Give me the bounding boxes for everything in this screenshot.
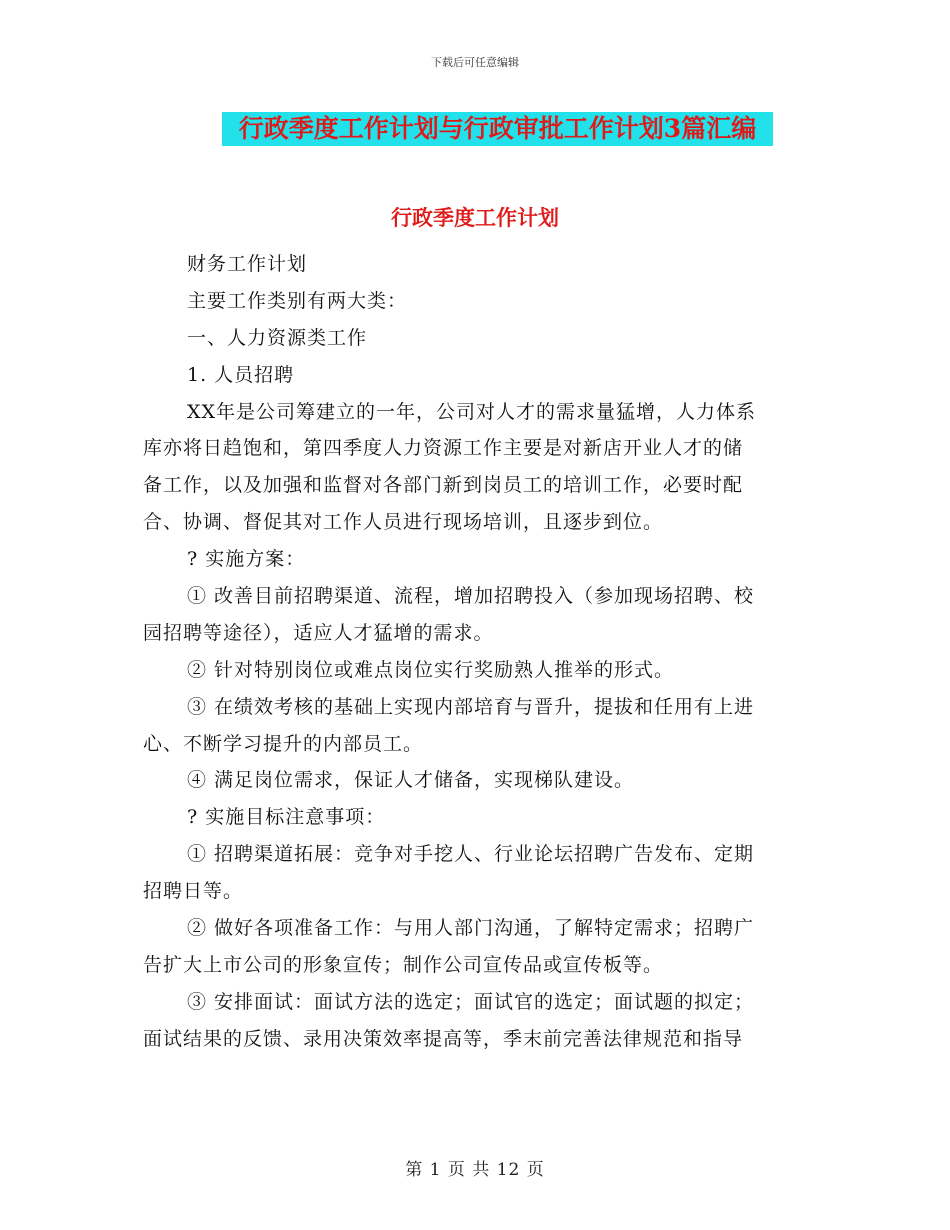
- paragraph-line: 财务工作计划: [187, 253, 308, 275]
- paragraph-line: 告扩大上市公司的形象宣传；制作公司宣传品或宣传板等。: [143, 953, 664, 976]
- document-title: 行政季度工作计划与行政审批工作计划3篇汇编: [222, 112, 773, 146]
- paragraph-line: 合、协调、督促其对工作人员进行现场培训，且逐步到位。: [143, 511, 664, 534]
- section-title: 行政季度工作计划: [391, 205, 559, 230]
- page-footer: 第 1 页 共 12 页: [405, 1160, 545, 1180]
- paragraph-line: ③ 安排面试：面试方法的选定；面试官的选定；面试题的拟定；: [187, 990, 755, 1013]
- paragraph-line: 备工作，以及加强和监督对各部门新到岗员工的培训工作，必要时配: [143, 474, 744, 497]
- document-body: [143, 246, 809, 1058]
- paragraph-line: ? 实施方案：: [187, 548, 306, 571]
- paragraph-line: ① 改善目前招聘渠道、流程，增加招聘投入（参加现场招聘、校: [187, 585, 755, 608]
- paragraph-line: ① 招聘渠道拓展：竞争对手挖人、行业论坛招聘广告发布、定期: [187, 843, 755, 866]
- paragraph-line: 主要工作类别有两大类：: [187, 289, 408, 312]
- paragraph-line: ② 针对特别岗位或难点岗位实行奖励熟人推举的形式。: [187, 658, 675, 681]
- paragraph-line: ④ 满足岗位需求，保证人才储备，实现梯队建设。: [187, 769, 635, 792]
- paragraph-line: 心、不断学习提升的内部员工。: [143, 732, 424, 755]
- paragraph-line: 面试结果的反馈、录用决策效率提高等，季末前完善法律规范和指导: [143, 1027, 744, 1050]
- paragraph-line: 一、人力资源类工作: [187, 326, 368, 349]
- paragraph-line: 招聘日等。: [143, 880, 244, 903]
- paragraph-line: XX年是公司筹建立的一年，公司对人才的需求量猛增，人力体系: [187, 400, 757, 423]
- paragraph-line: ③ 在绩效考核的基础上实现内部培育与晋升，提拔和任用有上进: [187, 695, 755, 718]
- paragraph-line: ? 实施目标注意事项：: [187, 806, 386, 829]
- paragraph-line: 库亦将日趋饱和，第四季度人力资源工作主要是对新店开业人才的储: [143, 437, 744, 460]
- header-note: 下载后可任意编辑: [431, 56, 519, 69]
- paragraph-line: 1. 人员招聘: [187, 363, 295, 386]
- paragraph-line: 园招聘等途径），适应人才猛增的需求。: [143, 621, 494, 644]
- paragraph-line: ② 做好各项准备工作：与用人部门沟通，了解特定需求；招聘广: [187, 917, 755, 940]
